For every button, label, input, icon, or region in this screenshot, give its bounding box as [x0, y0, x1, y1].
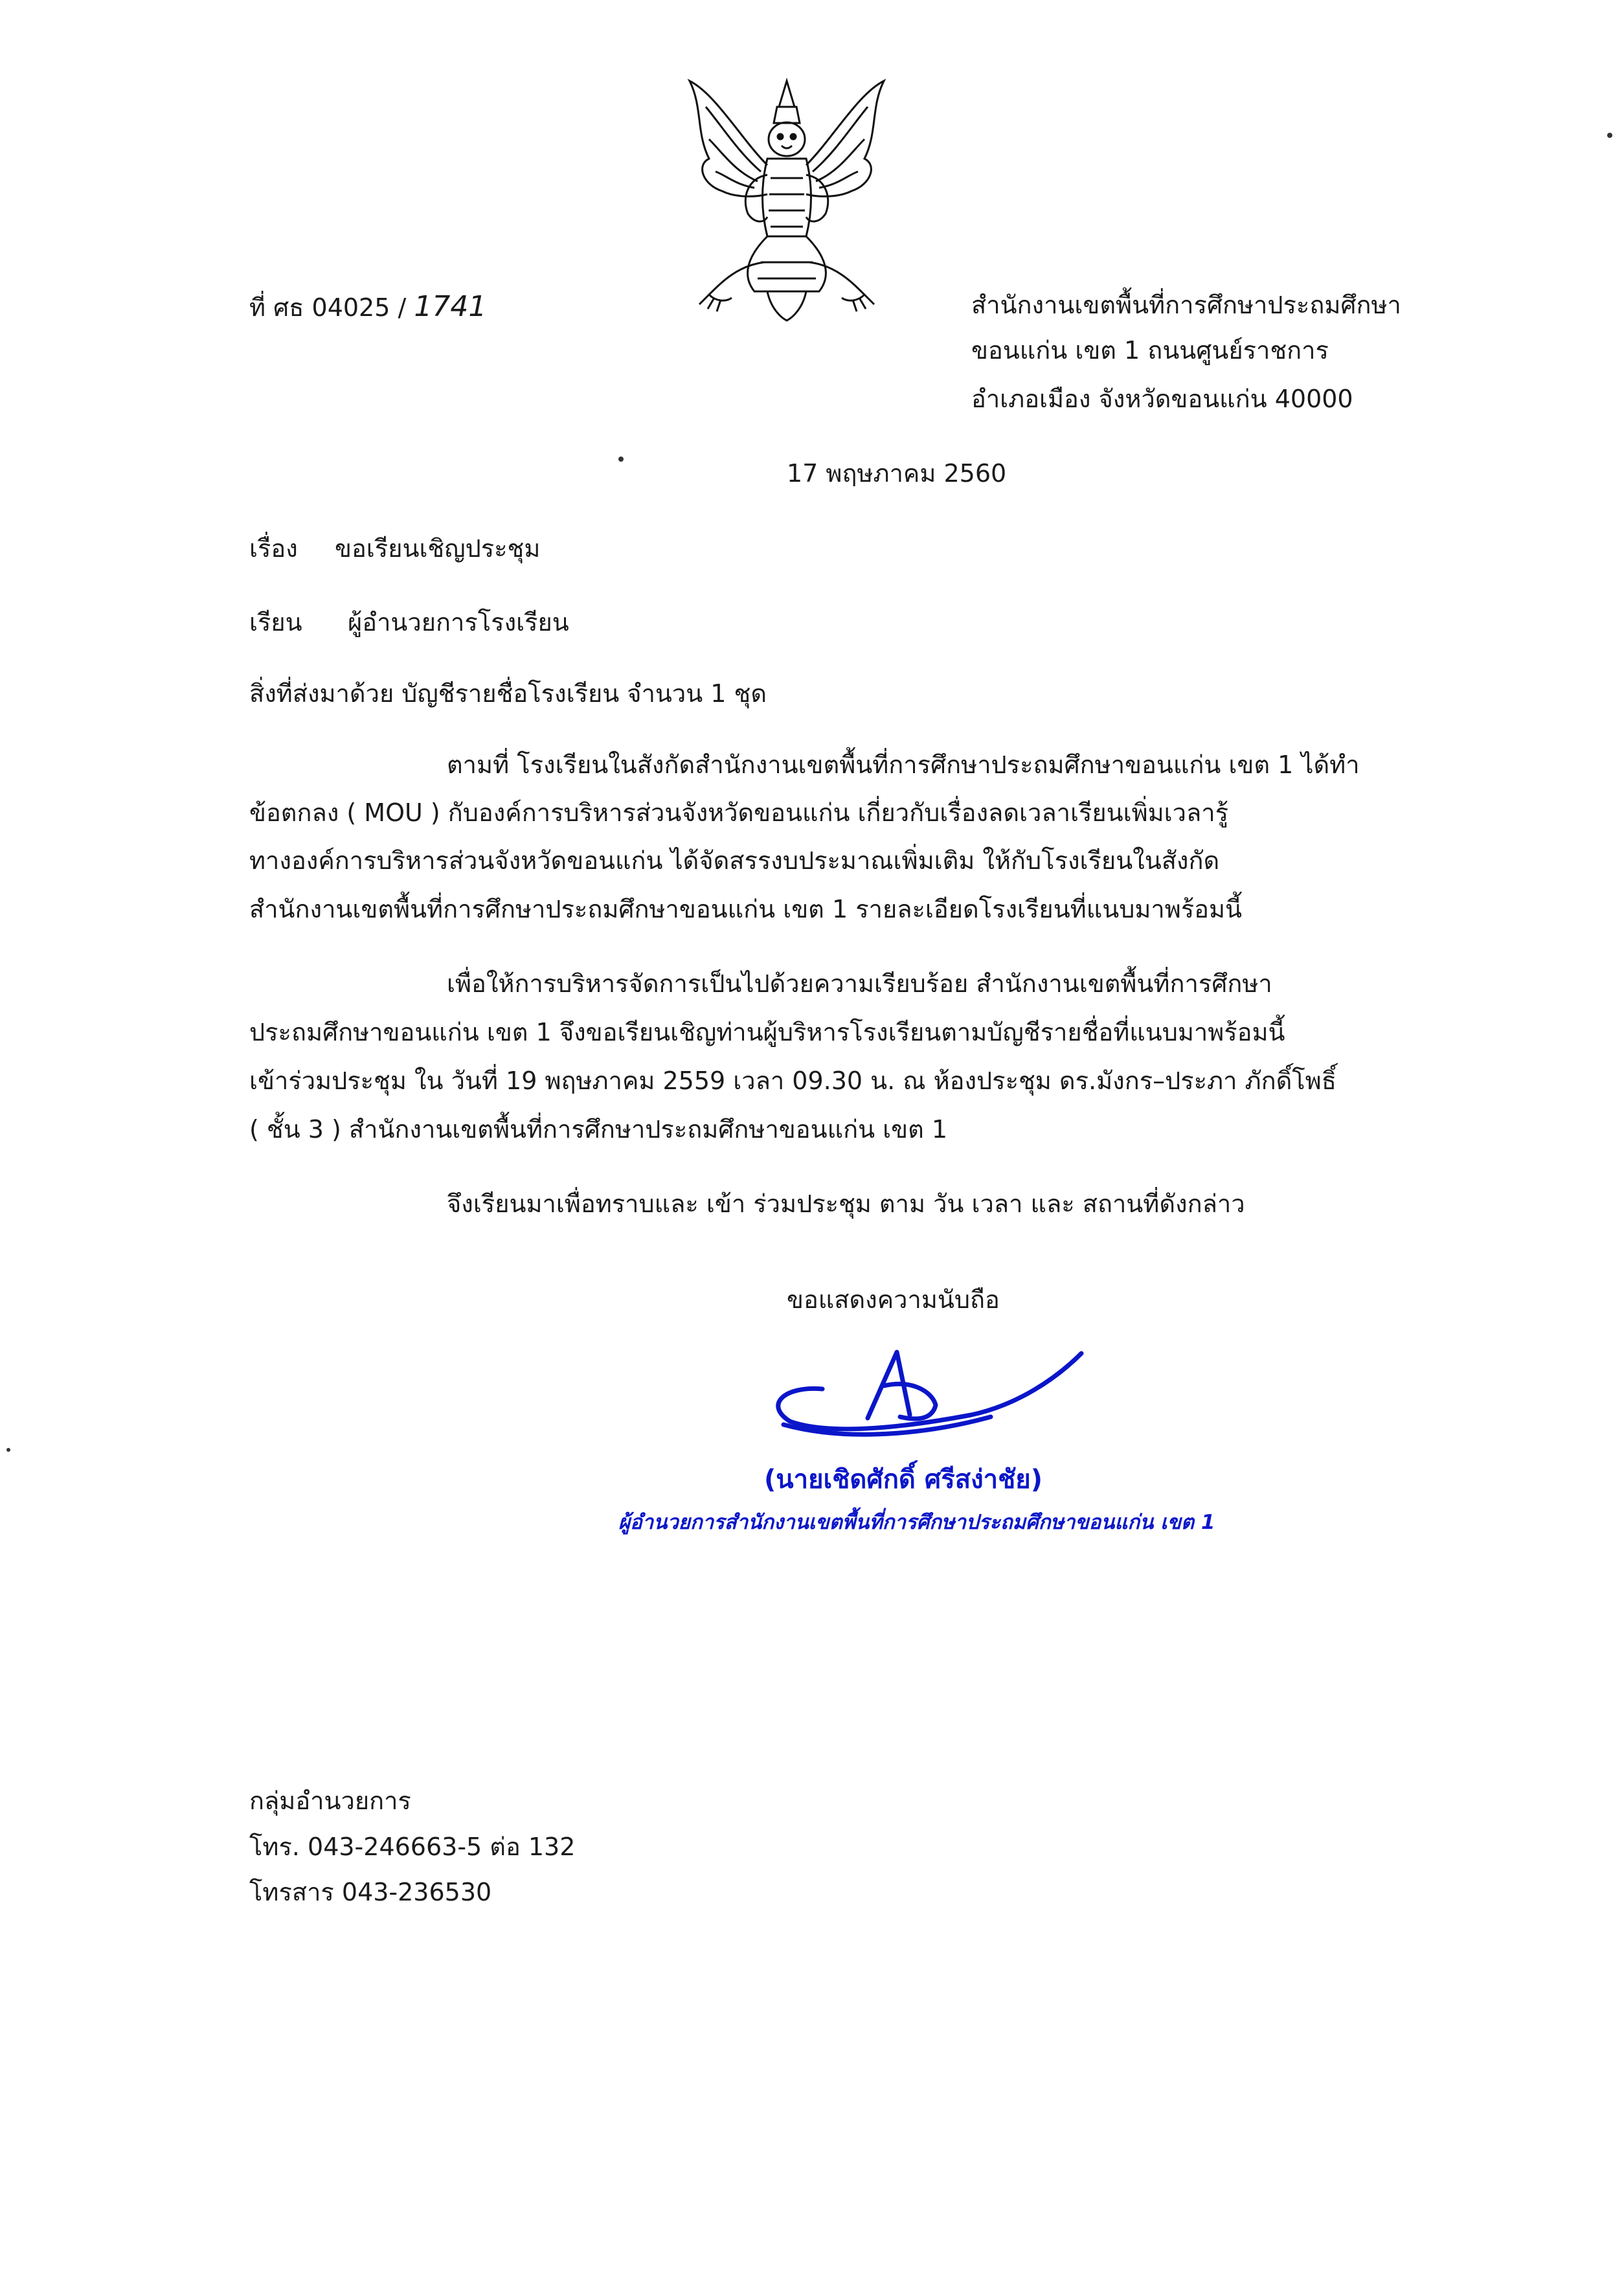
letter-date: 17 พฤษภาคม 2560 — [787, 459, 1007, 488]
closing-line: จึงเรียนมาเพื่อทราบและ เข้า ร่วมประชุม ตาม วัน เวลา และ สถานที่ดังกล่าว — [447, 1190, 1245, 1218]
garuda-emblem-icon — [670, 68, 903, 327]
to-text: ผู้อำนวยการโรงเรียน — [348, 608, 569, 637]
office-line-1: สำนักงานเขตพื้นที่การศึกษาประถมศึกษา — [971, 291, 1401, 319]
office-line-2: ขอนแก่น เขต 1 ถนนศูนย์ราชการ — [971, 336, 1329, 365]
salutation: ขอแสดงความนับถือ — [787, 1285, 1000, 1314]
paragraph1-line-2: ข้อตกลง ( MOU ) กับองค์การบริหารส่วนจังหวัดขอนแก่น เกี่ยวกับเรื่องลดเวลาเรียนเพิ่มเวลารู้ — [249, 798, 1229, 827]
scan-speck — [1607, 133, 1612, 138]
paragraph2-line-2: ประถมศึกษาขอนแก่น เขต 1 จึงขอเรียนเชิญท่านผู้บริหารโรงเรียนตามบัญชีรายชื่อที่แนบมาพร้อมนี้ — [249, 1018, 1285, 1046]
signer-name: (นายเชิดศักดิ์ ศรีสง่าชัย) — [764, 1465, 1043, 1495]
scan-speck — [6, 1448, 10, 1452]
handwritten-signature — [758, 1340, 1094, 1457]
signer-position: ผู้อำนวยการสำนักงานเขตพื้นที่การศึกษาประถมศึกษาขอนแก่น เขต 1 — [618, 1511, 1215, 1534]
paragraph1-line-1: ตามที่ โรงเรียนในสังกัดสำนักงานเขตพื้นที่การศึกษาประถมศึกษาขอนแก่น เขต 1 ได้ทำ — [447, 751, 1360, 779]
footer-department: กลุ่มอำนวยการ — [249, 1787, 411, 1815]
paragraph2-line-1: เพื่อให้การบริหารจัดการเป็นไปด้วยความเรียบร้อย สำนักงานเขตพื้นที่การศึกษา — [447, 969, 1272, 998]
reference-number: ที่ ศธ 04025 / 1741 — [249, 290, 487, 323]
office-line-3: อำเภอเมือง จังหวัดขอนแก่น 40000 — [971, 385, 1353, 413]
reference-handwritten: 1741 — [414, 290, 487, 323]
paragraph1-line-4: สำนักงานเขตพื้นที่การศึกษาประถมศึกษาขอนแก่น เขต 1 รายละเอียดโรงเรียนที่แนบมาพร้อมนี้ — [249, 895, 1243, 923]
footer-fax: โทรสาร 043-236530 — [249, 1878, 492, 1906]
enclosure: สิ่งที่ส่งมาด้วย บัญชีรายชื่อโรงเรียน จำนวน 1 ชุด — [249, 679, 767, 708]
paragraph2-line-4: ( ชั้น 3 ) สำนักงานเขตพื้นที่การศึกษาประถมศึกษาขอนแก่น เขต 1 — [249, 1115, 948, 1144]
subject-text: ขอเรียนเชิญประชุม — [335, 534, 541, 563]
footer-phone: โทร. 043-246663-5 ต่อ 132 — [249, 1833, 576, 1861]
scan-speck — [618, 457, 624, 462]
to-label: เรียน — [249, 608, 302, 637]
subject-label: เรื่อง — [249, 534, 298, 563]
paragraph1-line-3: ทางองค์การบริหารส่วนจังหวัดขอนแก่น ได้จัดสรรงบประมาณเพิ่มเติม ให้กับโรงเรียนในสังกัด — [249, 846, 1220, 875]
paragraph2-line-3: เข้าร่วมประชุม ใน วันที่ 19 พฤษภาคม 2559 เวลา 09.30 น. ณ ห้องประชุม ดร.มังกร–ประภา ภักดิ์โพธิ์ — [249, 1067, 1336, 1095]
